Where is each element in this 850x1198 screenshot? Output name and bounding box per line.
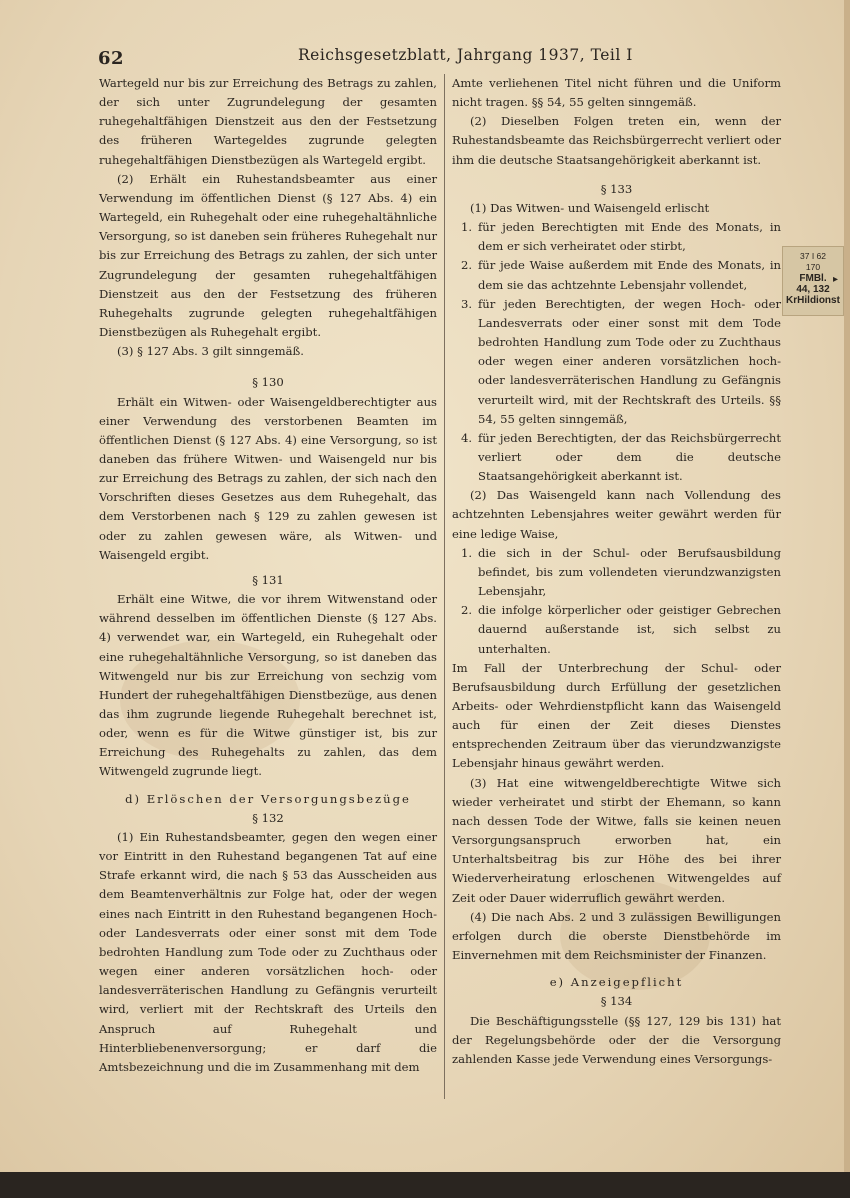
subsection-title-d: d) Erlöschen der Versorgungsbezüge: [125, 791, 411, 806]
paragraph: Erhält ein Witwen- oder Waisengeldberechtigter aus einer Verwendung des verstorbenen Beamten im öffentlichen Dienst (§ 127 Abs. 4) eine Versorgung, so ist daneben das frühere Witwen- und Waisengeld nur bis zur Erreichung des Betrags zu zahlen, der sich nach den Vorschriften dieses Gesetzes aus dem Ruhegehalt, das dem Verstorbenen nach § 129 zu zahlen gewesen ist oder zu zahlen gewesen wäre, als Witwen- und Waisengeld ergibt.: [99, 394, 437, 562]
paragraph: (3) § 127 Abs. 3 gilt sinngemäß.: [117, 344, 304, 359]
scan-border: [0, 1172, 850, 1198]
paragraph: Die Beschäftigungsstelle (§§ 127, 129 bis 131) hat der Regelungsbehörde oder der die Versorgung zahlenden Kasse jede Verwendung eines Versorgungs-: [452, 1013, 781, 1066]
list-item: 2. die infolge körperlicher oder geistiger Gebrechen dauernd außerstande ist, sich selbst zu unterhalten.: [460, 603, 781, 656]
margin-reference-label: 37 I 62 170 FMBl. 44, 132 KrHildionst: [782, 246, 844, 316]
list-item: 4. für jeden Berechtigten, der das Reichsbürgerrecht verliert oder dem die deutsche Staatsangehörigkeit aberkannt ist.: [460, 430, 781, 484]
column-divider: [444, 74, 445, 1099]
paragraph: Wartegeld nur bis zur Erreichung des Betrags zu zahlen, der sich unter Zugrundelegung der gesamten ruhegehaltfähigen Dienstzeit aus den der Festsetzung des früheren Wartegeldes zugrunde gelegten ruhegehaltfähigen Dienstbezügen als Wartegeld ergibt.: [99, 76, 437, 167]
paragraph: (2) Erhält ein Ruhestandsbeamter aus einer Verwendung im öffentlichen Dienst (§ 127 Abs. 4) ein Wartegeld, ein Ruhegehalt oder eine ruhegehaltähnliche Versorgung, so ist daneben sein früheres Ruhegehalt nur bis zur Erreichung des Betrags zu zahlen, der sich unter Zugrundelegung der gesamten ruhegehaltfähigen Dienstzeit aus den der Festsetzung des früheren Ruhegehalts zugrunde gelegten ruhegehaltfähigen Dienstbezügen als Ruhegehalt ergibt.: [99, 171, 437, 340]
paragraph: (2) Das Waisengeld kann nach Vollendung des achtzehnten Lebensjahres weiter gewährt werden für eine ledige Waise,: [452, 488, 781, 541]
section-heading-131: § 131: [252, 572, 284, 587]
section-heading-130: § 130: [252, 375, 284, 390]
list-item: 3. für jeden Berechtigten, der wegen Hoch- oder Landesverrats oder einer sonst mit dem Tode bedrohten Handlung zum Tode oder zu Zuchthaus oder wegen einer anderen vorsätzlichen hoch- oder landesverräterischen Handlung zu Gefängnis verurteilt wird, mit der Rechtskraft des Urteils. §§ 54, 55 gelten sinngemäß,: [460, 296, 781, 426]
paragraph: (1) Das Witwen- und Waisengeld erlischt: [470, 200, 710, 215]
list-item: 1. die sich in der Schul- oder Berufsausbildung befindet, bis zum vollendeten vierundzwanzigsten Lebensjahr,: [460, 545, 781, 599]
section-heading-132: § 132: [252, 810, 284, 825]
section-heading-133: § 133: [600, 181, 633, 196]
list-item: 2. für jede Waise außerdem mit Ende des Monats, in dem sie das achtzehnte Lebensjahr vollendet,: [460, 258, 781, 292]
list-133-2: [452, 544, 781, 659]
right-column: [452, 74, 781, 1069]
subsection-title-e: e) Anzeigepflicht: [549, 975, 684, 990]
paragraph: Amte verliehenen Titel nicht führen und die Uniform nicht tragen. §§ 54, 55 gelten sinngemäß.: [452, 76, 781, 110]
paragraph: (1) Ein Ruhestandsbeamter, gegen den wegen einer vor Eintritt in den Ruhestand begangenen Tat auf eine Strafe erkannt wird, die nach § 53 das Ausscheiden aus dem Beamtenverhältnis zur Folge hat, oder der wegen eines nach Eintritt in den Ruhestand begangenen Hoch- oder Landesverrats oder einer sonst mit dem Tode bedrohten Handlung zum Tode oder zu Zuchthaus oder wegen einer anderen vorsätzlichen hoch- oder landesverräterischen Handlung zu Gefängnis verurteilt wird, verliert mit der Rechtskraft des Urteils den Anspruch auf Ruhegehalt und Hinterbliebenenversorgung; er darf die Amtsbezeichnung und die im Zusammenhang mit dem: [99, 829, 437, 1074]
list-133-1: [452, 218, 781, 486]
paragraph: (3) Hat eine witwengeldberechtigte Witwe sich wieder verheiratet und stirbt der Ehemann, so kann nach dessen Tode der Witwe, falls sie keinen neuen Versorgungsanspruch erworben hat, ein Unterhaltsbeitrag bis zur Höhe des bei ihrer Wiederverheiratung erloschenen Witwengeldes auf Zeit oder Dauer widerruflich gewährt werden.: [452, 775, 781, 905]
paragraph: (4) Die nach Abs. 2 und 3 zulässigen Bewilligungen erfolgen durch die oberste Dienstbehörde im Einvernehmen mit dem Reichsminister der Finanzen.: [452, 909, 781, 963]
left-column: [99, 74, 437, 1077]
page-edge: [844, 0, 850, 1198]
paragraph: Erhält eine Witwe, die vor ihrem Witwenstand oder während desselben im öffentlichen Dienste (§ 127 Abs. 4) verwendet war, ein Wartegeld, ein Ruhegehalt oder eine ruhegehaltähnliche Versorgung, so ist daneben das Witwengeld nur bis zur Erreichung von sechzig vom Hundert der ruhegehaltfähigen Dienstbezüge, aus denen das ihm zugrunde liegende Ruhegehalt berechnet ist, oder, wenn es für die Witwe günstiger ist, bis zur Erreichung des Ruhegehalts zu zahlen, das dem Witwengeld zugrunde liegt.: [99, 592, 437, 779]
list-item: 1. für jeden Berechtigten mit Ende des Monats, in dem er sich verheiratet oder stirbt,: [460, 220, 781, 254]
paragraph: (2) Dieselben Folgen treten ein, wenn der Ruhestandsbeamte das Reichsbürgerrecht verliert oder ihm die deutsche Staatsangehörigkeit aberkannt ist.: [452, 114, 781, 167]
triangle-right-icon: ▸: [833, 274, 839, 285]
section-heading-134: § 134: [600, 994, 633, 1009]
paragraph: Im Fall der Unterbrechung der Schul- oder Berufsausbildung durch Erfüllung der gesetzlichen Arbeits- oder Wehrdienstpflicht kann das Waisengeld auch für einen der Zeit dieses Dienstes entsprechenden Zeitraum über das vierundzwanzigste Lebensjahr hinaus gewährt werden.: [452, 660, 781, 771]
page-number: 62: [98, 48, 125, 69]
running-title: Reichsgesetzblatt, Jahrgang 1937, Teil I: [298, 46, 633, 64]
